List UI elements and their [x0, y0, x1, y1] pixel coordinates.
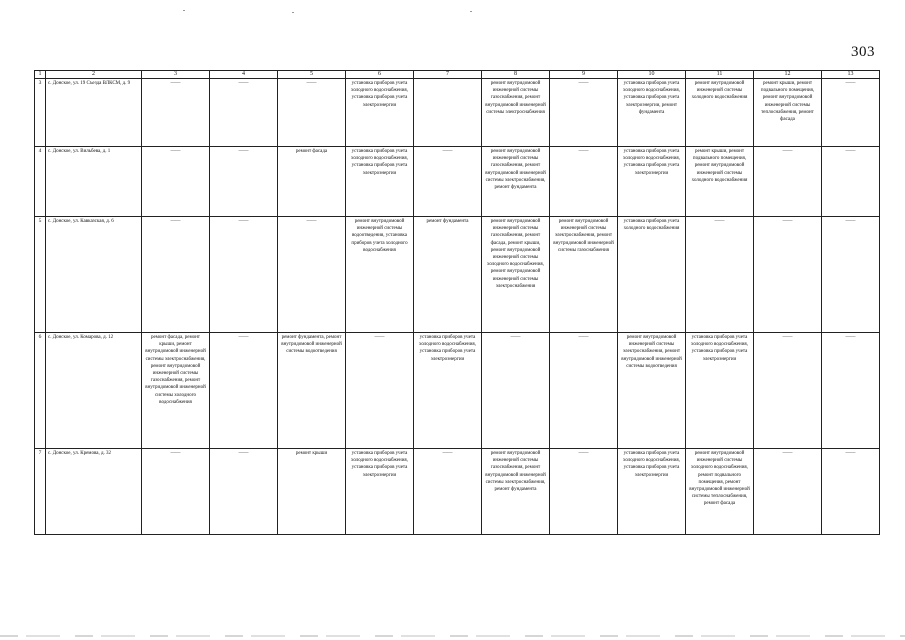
address-cell: с. Донское, ул. Кавказская, д. 6	[46, 217, 142, 333]
table-row	[35, 449, 880, 535]
table-cell: установка приборов учета холодного водоснабжения, установка приборов учета электроэнергии	[414, 333, 482, 449]
table-cell: ——	[414, 449, 482, 535]
column-header: 10	[618, 71, 686, 79]
table-row	[35, 333, 880, 449]
table-cell: ——	[414, 147, 482, 217]
table-cell: установка приборов учета холодного водоснабжения, установка приборов учета электроэнергии	[346, 147, 414, 217]
repair-schedule-table	[34, 70, 880, 535]
column-header: 13	[822, 71, 880, 79]
table-cell: ремонт крыши, ремонт подвального помещения, ремонт внутридомовой инженерной системы теплоснабжения, ремонт фасада	[754, 79, 822, 147]
table-cell: ——	[210, 79, 278, 147]
row-number: 7	[35, 449, 46, 535]
table-cell: установка приборов учета холодного водоснабжения, установка приборов учета электроэнергии	[686, 333, 754, 449]
table-cell: установка приборов учета холодного водоснабжения, установка приборов учета электроэнергии	[618, 147, 686, 217]
table-cell: ——	[278, 217, 346, 333]
scan-artifact-line	[0, 635, 905, 637]
table-cell: ——	[346, 333, 414, 449]
address-cell: с. Донское, ул. Комарова, д. 12	[46, 333, 142, 449]
scan-artifact-dot	[183, 10, 185, 11]
table-cell: установка приборов учета холодного водоснабжения, установка приборов учета электроэнергии, ремонт фундамента	[618, 79, 686, 147]
table-cell: ремонт внутридомовой инженерной системы электроснабжения, ремонт внутридомовой инженерной системы водоотведения	[618, 333, 686, 449]
table-row	[35, 147, 880, 217]
column-header: 6	[346, 71, 414, 79]
table-cell: ——	[754, 449, 822, 535]
table-cell: ——	[142, 79, 210, 147]
table-cell: ——	[210, 333, 278, 449]
table-cell: установка приборов учета холодного водоснабжения	[618, 217, 686, 333]
address-cell: с. Донское, ул. Вильбева, д. 1	[46, 147, 142, 217]
table-cell: ——	[822, 79, 880, 147]
table-cell: ремонт крыши	[278, 449, 346, 535]
table-cell: ——	[754, 333, 822, 449]
row-number: 5	[35, 217, 46, 333]
table-cell: ремонт внутридомовой инженерной системы газоснабжения, ремонт внутридомовой инженерной системы электроснабжения, ремонт фундамента	[482, 147, 550, 217]
table-cell: установка приборов учета холодного водоснабжения, установка приборов учета электроэнергии	[346, 449, 414, 535]
table-cell: ремонт крыши, ремонт подвального помещения, ремонт внутридомовой инженерной системы холодного водоснабжения	[686, 147, 754, 217]
table-cell: ремонт внутридомовой инженерной системы водоотведения, установка приборов учета холодного водоснабжения	[346, 217, 414, 333]
table-cell: ——	[142, 147, 210, 217]
table-cell: ——	[822, 333, 880, 449]
column-header: 11	[686, 71, 754, 79]
table-cell: ремонт фасада, ремонт крыши, ремонт внутридомовой инженерной системы электроснабжения, ремонт внутридомовой инженерной системы газоснабжения, ремонт внутридомовой инженерной системы холодного водоснабжения	[142, 333, 210, 449]
table-cell: ремонт внутридомовой инженерной системы газоснабжения, ремонт фасада, ремонт крыши, ремонт внутридомовой инженерной системы холодного водоснабжения, ремонт внутридомовой инженерной системы электроснабжения	[482, 217, 550, 333]
table-cell: ——	[210, 449, 278, 535]
table-cell: ——	[754, 147, 822, 217]
column-header: 7	[414, 71, 482, 79]
table-cell: ремонт внутридомовой инженерной системы электроснабжения, ремонт внутридомовой инженерной системы газоснабжения	[550, 217, 618, 333]
table-cell: ——	[822, 449, 880, 535]
address-cell: с. Донское, ул. Кремова, д. 32	[46, 449, 142, 535]
row-number: 3	[35, 79, 46, 147]
table-cell: ——	[278, 79, 346, 147]
table-cell: ——	[550, 79, 618, 147]
column-header: 4	[210, 71, 278, 79]
table-row	[35, 79, 880, 147]
page-number: 303	[851, 44, 875, 60]
column-header: 8	[482, 71, 550, 79]
table-cell: ——	[550, 333, 618, 449]
column-header: 2	[46, 71, 142, 79]
address-cell: с. Донское, ул. 19 Съезда ВЛКСМ, д. 9	[46, 79, 142, 147]
table-cell: ремонт внутридомовой инженерной системы холодного водоснабжения	[686, 79, 754, 147]
table-row	[35, 217, 880, 333]
column-header: 12	[754, 71, 822, 79]
table-cell: ——	[686, 217, 754, 333]
table-cell: ремонт фундамента	[414, 217, 482, 333]
table-cell: ——	[822, 217, 880, 333]
table-cell: ——	[210, 217, 278, 333]
column-header: 9	[550, 71, 618, 79]
table-cell: ремонт внутридомовой инженерной системы газоснабжения, ремонт внутридомовой инженерной системы электроснабжения	[482, 79, 550, 147]
table-cell: установка приборов учета холодного водоснабжения, установка приборов учета электроэнергии	[346, 79, 414, 147]
column-number-row	[35, 71, 880, 79]
column-header: 5	[278, 71, 346, 79]
table-cell	[414, 79, 482, 147]
table-cell: ——	[550, 449, 618, 535]
row-number: 6	[35, 333, 46, 449]
table-cell: ——	[142, 217, 210, 333]
table-cell: ——	[754, 217, 822, 333]
table-cell: ——	[550, 147, 618, 217]
scan-artifact-dot	[470, 11, 472, 12]
scan-artifact-dot	[292, 12, 294, 13]
table-cell: ремонт фундамента, ремонт внутридомовой инженерной системы водоотведения	[278, 333, 346, 449]
table-cell: ——	[822, 147, 880, 217]
table-cell: ремонт фасада	[278, 147, 346, 217]
table-cell: ——	[142, 449, 210, 535]
row-number: 4	[35, 147, 46, 217]
table-cell: ——	[482, 333, 550, 449]
column-header: 1	[35, 71, 46, 79]
table-cell: ремонт внутридомовой инженерной системы холодного водоснабжения, ремонт подвального помещения, ремонт внутридомовой инженерной системы теплоснабжения, ремонт фасада	[686, 449, 754, 535]
table-cell: установка приборов учета холодного водоснабжения, установка приборов учета электроэнергии	[618, 449, 686, 535]
table-cell: ремонт внутридомовой инженерной системы газоснабжения, ремонт внутридомовой инженерной системы электроснабжения, ремонт фундамента	[482, 449, 550, 535]
column-header: 3	[142, 71, 210, 79]
table-cell: ——	[210, 147, 278, 217]
